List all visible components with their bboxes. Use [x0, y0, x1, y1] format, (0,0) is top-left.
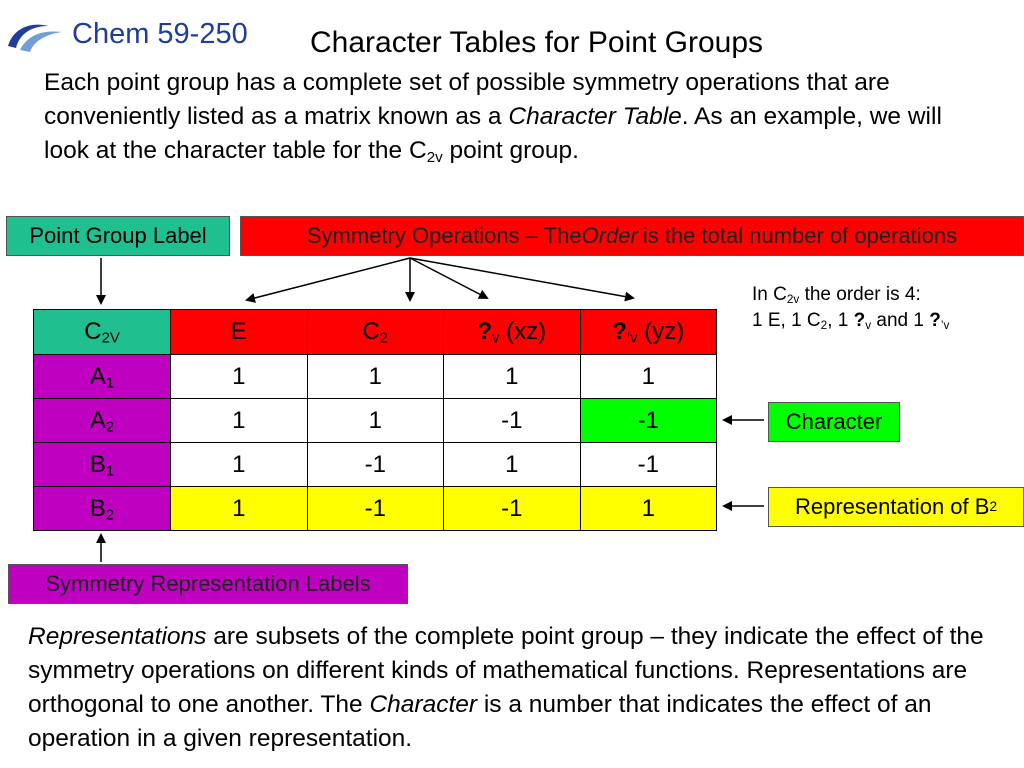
ops-text-2: is the total number of operations	[642, 223, 958, 248]
order-note-sub: 2v	[786, 292, 800, 306]
symmetry-operations-label	[240, 216, 1024, 256]
symrep-label-text: Symmetry Representation Labels	[45, 571, 371, 596]
cell-sub: 1	[105, 375, 115, 392]
order-note-text: 1 E, 1 C	[752, 310, 821, 331]
intro-text-3: point group.	[442, 137, 579, 164]
ops-emphasis: Order	[581, 223, 638, 248]
table-row	[34, 399, 717, 443]
character-cell: 1	[171, 355, 308, 399]
operation-header-sigma-v-xz	[444, 310, 581, 355]
sigma-symbol: ?	[853, 310, 866, 331]
course-code: Chem 59-250	[72, 18, 248, 50]
symmetry-representation-labels-label	[8, 564, 408, 604]
highlighted-character-cell: 1	[580, 487, 717, 531]
table-header-row	[34, 310, 717, 355]
character-table	[33, 309, 717, 531]
character-cell: -1	[580, 443, 717, 487]
table-row	[34, 355, 717, 399]
character-cell: -1	[444, 399, 581, 443]
ops-text-1: Symmetry Operations – The	[306, 223, 582, 248]
order-note-text: , 1	[827, 310, 854, 331]
representation-label-cell	[34, 355, 171, 399]
character-cell: 1	[171, 399, 308, 443]
intro-emphasis: Character Table	[508, 103, 682, 130]
intro-paragraph	[44, 66, 984, 168]
cell-sub: v	[492, 330, 500, 347]
representation-b2-label: Representation of B 2	[768, 487, 1024, 527]
cell-sub: ’v	[626, 330, 638, 347]
cell-sub: 1	[105, 463, 115, 480]
character-cell: 1	[580, 355, 717, 399]
table-row	[34, 487, 717, 531]
character-cell: 1	[444, 355, 581, 399]
character-cell: 1	[307, 399, 444, 443]
cell-sub: 2	[379, 330, 389, 347]
cell-main: C	[362, 318, 380, 345]
order-note-sub: 2	[820, 318, 828, 332]
cell-main: B	[89, 450, 106, 478]
point-group-cell	[34, 310, 171, 355]
cell-main: C	[84, 318, 102, 345]
intro-subscript: 2v	[426, 148, 443, 166]
representation-label-text: Representation of B	[794, 494, 990, 519]
cell-main: A	[89, 362, 106, 390]
operation-header-sigma-v-yz	[580, 310, 717, 355]
sigma-symbol: ?	[612, 318, 627, 345]
cell-suffix: (xz)	[499, 318, 547, 345]
character-cell: 1	[307, 355, 444, 399]
highlighted-character-cell: -1	[307, 487, 444, 531]
order-note-sub: ’v	[940, 318, 950, 332]
character-cell: 1	[444, 443, 581, 487]
bottom-emphasis-1: Representations	[28, 623, 207, 650]
arrow-op-e	[247, 258, 410, 300]
order-note	[752, 282, 949, 334]
bottom-text-1: are subsets of the complete point group – they indicate the effect of the symmetry operations on different kinds of mathematical functions. Representations are orthogonal to one another. The	[28, 623, 984, 718]
order-note-sub: v	[865, 318, 872, 332]
representation-label-cell	[34, 487, 171, 531]
character-label-text: Character	[785, 409, 883, 434]
highlighted-character-cell: 1	[171, 487, 308, 531]
swoosh-logo-icon	[4, 20, 66, 54]
order-note-line-1	[752, 282, 949, 308]
order-note-text: and 1	[871, 310, 930, 331]
sigma-symbol: ?	[477, 318, 493, 345]
order-note-text: the order is 4:	[799, 284, 921, 305]
cell-suffix: (yz)	[637, 318, 685, 345]
table-row	[34, 443, 717, 487]
highlighted-character-cell: -1	[444, 487, 581, 531]
character-cell: -1	[307, 443, 444, 487]
arrow-op-sigma-v	[410, 258, 487, 298]
intro-text-1: Each point group has a complete set of possible symmetry operations that are conveniently listed as a matrix known as a	[44, 69, 890, 130]
character-cell: 1	[171, 443, 308, 487]
arrow-op-sigma-v-prime	[410, 258, 633, 298]
order-note-line-2	[752, 308, 949, 334]
bottom-emphasis-2: Character	[369, 691, 478, 718]
cell-main: A	[89, 406, 106, 434]
representation-label-cell	[34, 443, 171, 487]
operation-header-e	[171, 310, 308, 355]
bottom-paragraph	[28, 620, 1003, 756]
cell-sub: 2V	[101, 330, 120, 347]
operation-header-c2	[307, 310, 444, 355]
highlighted-character-cell: -1	[580, 399, 717, 443]
slide-title: Character Tables for Point Groups	[310, 26, 764, 59]
cell-sub: 2	[105, 419, 115, 436]
character-label	[768, 402, 900, 442]
point-group-label-text: Point Group Label	[29, 223, 207, 248]
intro-text-2: . As an example, we will look at the character table for the C	[44, 103, 942, 164]
point-group-label	[6, 216, 230, 256]
cell-sub: 2	[105, 507, 115, 524]
representation-label-cell	[34, 399, 171, 443]
order-note-text: In C	[752, 284, 787, 305]
sigma-symbol: ?	[929, 310, 941, 331]
cell-main: B	[89, 494, 106, 522]
bottom-text-2: is a number that indicates the effect of an operation in a given representation.	[28, 691, 932, 752]
cell-main: E	[230, 318, 247, 345]
